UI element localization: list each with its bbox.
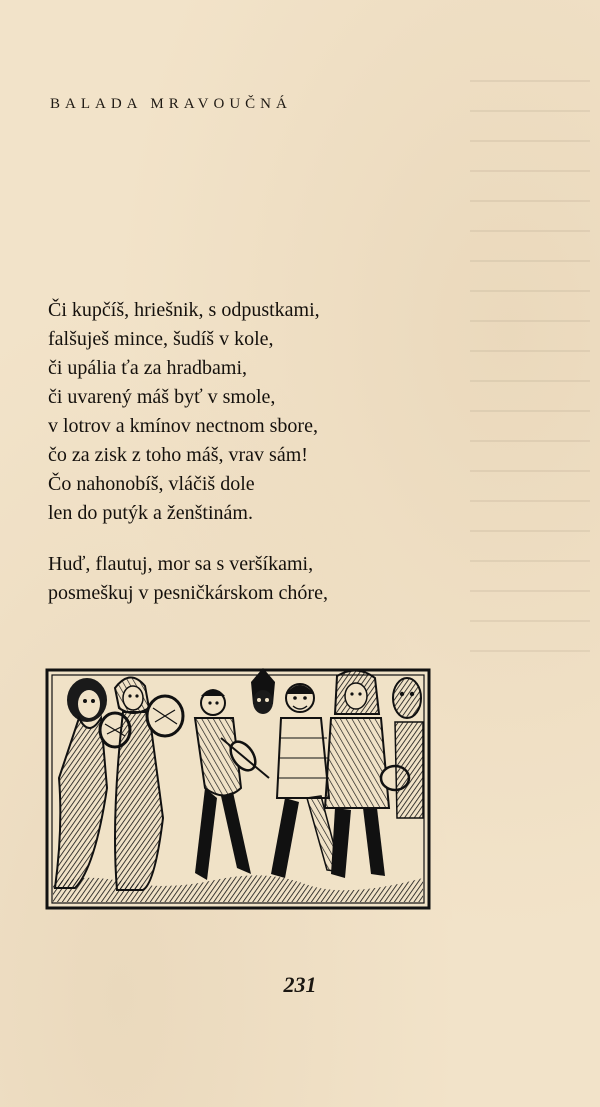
woodcut-illustration [45,668,431,910]
poem-line: falšuješ mince, šudíš v kole, [48,328,274,350]
page-number: 231 [283,972,317,997]
poem-line: len do putýk a ženštinám. [48,502,253,524]
poem-line: Či kupčíš, hriešnik, s odpustkami, [48,299,320,321]
poem-line: čo za zisk z toho máš, vrav sám! [48,444,308,466]
poem-line: či upália ťa za hradbami, [48,357,248,379]
poem-line: Čo nahonobíš, vláčiš dole [48,473,255,495]
bleed-through-texture [470,80,600,640]
poem-line: či uvarený máš byť v smole, [48,386,276,408]
poem-line: Huď, flautuj, mor sa s veršíkami, [48,553,314,575]
stanza-2 [48,550,328,608]
running-header: BALADA MRAVOUČNÁ [50,96,292,112]
stanza-1 [48,296,320,528]
poem-line: posmeškuj v pesničkárskom chóre, [48,582,328,604]
poem-line: v lotrov a kmínov nectnom sbore, [48,415,318,437]
